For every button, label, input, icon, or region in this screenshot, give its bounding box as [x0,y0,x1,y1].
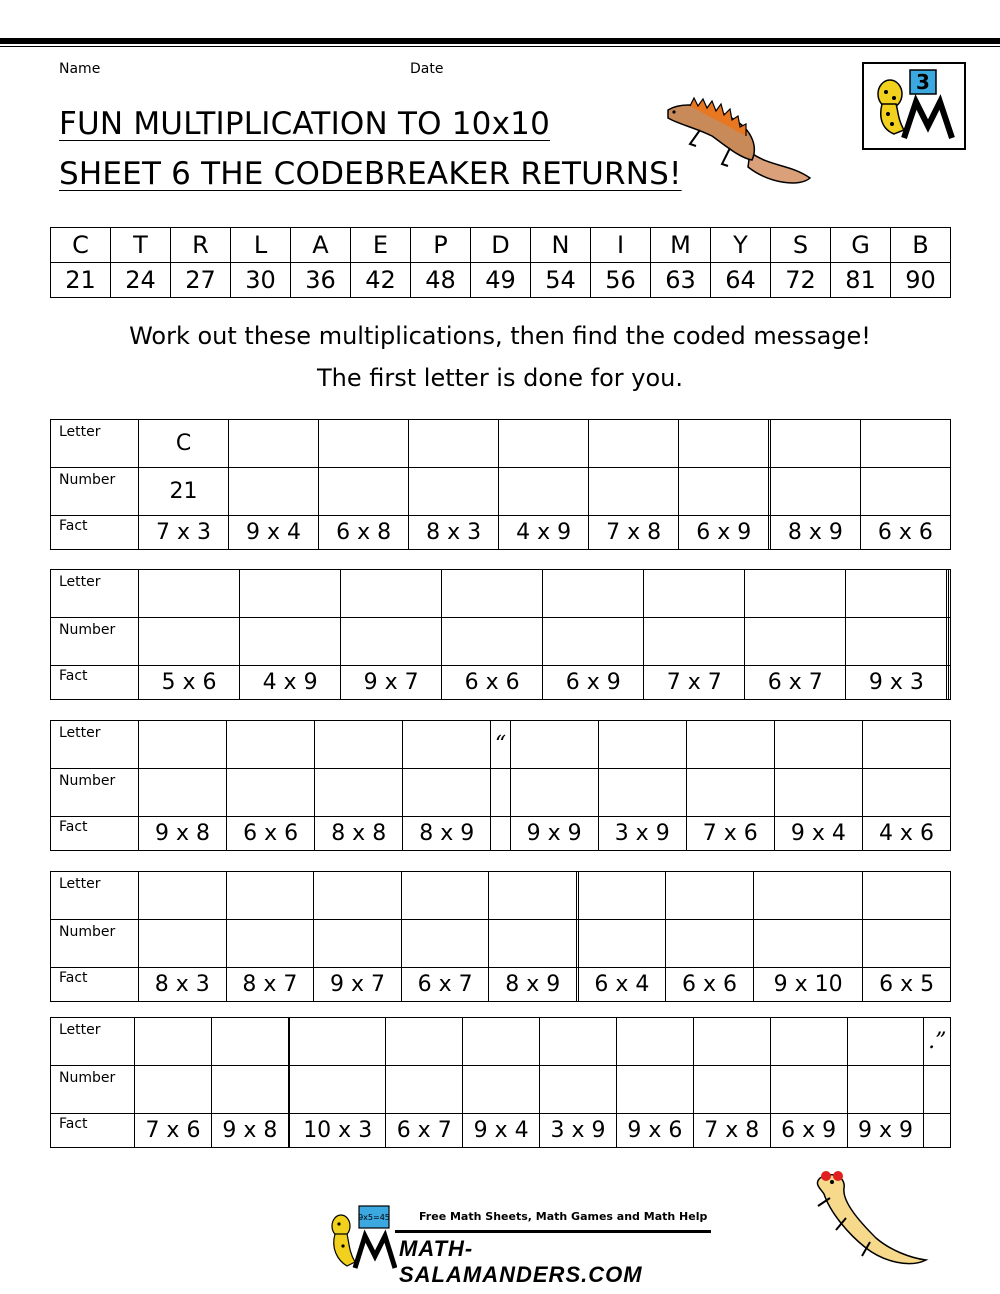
fact-cell [949,666,951,700]
letter-answer-cell[interactable] [489,872,577,920]
fact-cell: 7 x 6 [135,1114,212,1148]
letter-answer-cell[interactable] [341,570,442,618]
code-letter: L [231,228,291,263]
letter-answer-cell[interactable] [240,570,341,618]
letter-answer-cell[interactable] [679,420,769,468]
letter-answer-cell[interactable] [770,420,860,468]
worksheet-table-3 [50,720,951,851]
code-number: 56 [591,263,651,298]
fact-cell: 9 x 8 [139,817,227,851]
number-answer-cell[interactable] [860,468,950,516]
letter-answer-cell[interactable] [666,872,754,920]
fact-cell: 3 x 9 [598,817,686,851]
fact-cell: 6 x 6 [860,516,950,550]
number-answer-cell[interactable] [227,769,315,817]
letter-answer-cell[interactable] [403,721,491,769]
fact-cell [491,817,510,851]
fact-cell: 9 x 9 [510,817,598,851]
code-letter: B [891,228,951,263]
letter-row [51,721,951,769]
number-answer-cell[interactable] [774,769,862,817]
fact-row [51,968,951,1002]
footer-rule [395,1230,711,1233]
fact-cell: 9 x 4 [463,1114,540,1148]
title-line-2: SHEET 6 THE CODEBREAKER RETURNS! [59,156,682,192]
letter-answer-cell[interactable] [949,570,951,618]
letter-answer-cell[interactable] [693,1018,770,1066]
letter-answer-cell[interactable] [753,872,863,920]
number-answer-cell[interactable] [341,618,442,666]
number-answer-cell[interactable] [863,920,951,968]
fact-cell: 9 x 7 [314,968,402,1002]
letter-row-label: Letter [51,1018,135,1066]
number-answer-cell[interactable] [401,920,489,968]
fact-cell: 6 x 7 [401,968,489,1002]
letter-answer-cell[interactable] [598,721,686,769]
letter-answer-cell[interactable] [644,570,745,618]
number-answer-cell[interactable] [846,618,947,666]
letter-answer-cell[interactable] [589,420,679,468]
letter-answer-cell[interactable] [139,721,227,769]
number-answer-cell[interactable] [745,618,846,666]
letter-answer-cell[interactable] [745,570,846,618]
letter-row [51,420,951,468]
number-answer-cell[interactable] [229,468,319,516]
number-row-label: Number [51,618,139,666]
fact-cell: 6 x 9 [770,1114,847,1148]
number-row [51,769,951,817]
date-label: Date [410,61,444,77]
fact-cell: 8 x 7 [226,968,314,1002]
fact-cell: 6 x 6 [442,666,543,700]
number-answer-cell[interactable] [616,1066,693,1114]
letter-answer-cell[interactable] [226,872,314,920]
code-number: 48 [411,263,471,298]
code-letter: N [531,228,591,263]
code-letter: S [771,228,831,263]
top-rule [0,38,1000,44]
code-letter: D [471,228,531,263]
letter-answer-cell[interactable] [578,872,666,920]
salamander-illustration [800,1162,930,1272]
code-number: 36 [291,263,351,298]
close-quote-mark: .” [924,1018,951,1066]
open-quote-mark: “ [491,721,510,769]
number-answer-cell[interactable]: 21 [139,468,229,516]
number-answer-cell[interactable] [540,1066,617,1114]
svg-text:9x5=45: 9x5=45 [358,1213,390,1222]
fact-row-label: Fact [51,1114,135,1148]
fact-cell: 8 x 8 [315,817,403,851]
worksheet-table-4 [50,871,951,1002]
number-answer-cell[interactable] [319,468,409,516]
letter-row [51,1018,951,1066]
number-answer-cell[interactable] [949,618,951,666]
number-answer-cell[interactable] [226,920,314,968]
number-answer-cell[interactable] [139,618,240,666]
letter-answer-cell[interactable] [540,1018,617,1066]
fact-row-label: Fact [51,666,139,700]
letter-answer-cell[interactable] [227,721,315,769]
newt-illustration [660,92,820,194]
letter-answer-cell[interactable] [770,1018,847,1066]
number-answer-cell[interactable] [442,618,543,666]
fact-cell: 6 x 6 [227,817,315,851]
fact-row [51,817,951,851]
title-line-1: FUN MULTIPLICATION TO 10x10 [59,106,550,142]
letter-answer-cell[interactable] [229,420,319,468]
code-number: 21 [51,263,111,298]
code-letter: R [171,228,231,263]
letter-answer-cell[interactable] [862,721,950,769]
worksheet-table-5 [50,1017,951,1148]
code-key-table [50,227,951,298]
letter-answer-cell[interactable] [442,570,543,618]
code-key-numbers-row [51,263,951,298]
fact-row [51,516,951,550]
number-answer-cell[interactable] [847,1066,924,1114]
number-row-label: Number [51,920,139,968]
letter-answer-cell[interactable] [290,1018,386,1066]
number-answer-cell[interactable] [770,468,860,516]
number-answer-cell[interactable] [644,618,745,666]
instructions-line-2: The first letter is done for you. [317,364,683,392]
letter-answer-cell[interactable] [401,872,489,920]
number-answer-cell[interactable] [403,769,491,817]
fact-cell: 6 x 9 [679,516,769,550]
fact-cell [924,1114,951,1148]
code-number: 49 [471,263,531,298]
number-answer-cell[interactable] [543,618,644,666]
fact-cell: 3 x 9 [540,1114,617,1148]
number-answer-cell[interactable] [862,769,950,817]
worksheet-table-2 [50,569,951,700]
letter-answer-cell[interactable] [863,872,951,920]
letter-answer-cell[interactable] [616,1018,693,1066]
footer-logo [325,1204,715,1287]
number-answer-cell[interactable] [686,769,774,817]
instructions-line-1: Work out these multiplications, then find the coded message! [129,322,871,350]
code-key-letters-row [51,228,951,263]
code-number: 81 [831,263,891,298]
number-answer-cell[interactable] [409,468,499,516]
fact-row-label: Fact [51,516,139,550]
footer-salamander-icon [325,1204,397,1270]
letter-answer-cell[interactable] [319,420,409,468]
number-answer-cell[interactable] [491,769,510,817]
code-number: 90 [891,263,951,298]
number-answer-cell[interactable] [211,1066,288,1114]
number-row [51,1066,951,1114]
letter-answer-cell[interactable] [499,420,589,468]
letter-answer-cell[interactable] [315,721,403,769]
number-answer-cell[interactable] [139,769,227,817]
letter-row [51,872,951,920]
code-letter: G [831,228,891,263]
letter-answer-cell[interactable] [409,420,499,468]
fact-cell: 6 x 9 [543,666,644,700]
footer-tagline: Free Math Sheets, Math Games and Math Help [419,1210,708,1223]
fact-cell: 9 x 3 [846,666,947,700]
code-number: 63 [651,263,711,298]
letter-answer-cell[interactable] [846,570,947,618]
letter-row-label: Letter [51,872,139,920]
fact-cell: 9 x 6 [616,1114,693,1148]
code-number: 24 [111,263,171,298]
fact-cell: 7 x 7 [644,666,745,700]
letter-answer-cell[interactable] [543,570,644,618]
footer-site: MATH-SALAMANDERS.COM [399,1236,643,1287]
number-answer-cell[interactable] [240,618,341,666]
letter-answer-cell[interactable] [314,872,402,920]
number-row-label: Number [51,468,139,516]
fact-row-label: Fact [51,968,139,1002]
number-answer-cell[interactable] [510,769,598,817]
number-answer-cell[interactable] [693,1066,770,1114]
number-answer-cell[interactable] [578,920,666,968]
letter-answer-cell[interactable] [774,721,862,769]
fact-cell: 4 x 6 [862,817,950,851]
grade-logo [862,62,966,150]
number-answer-cell[interactable] [924,1066,951,1114]
fact-cell: 5 x 6 [139,666,240,700]
letter-answer-cell[interactable] [463,1018,540,1066]
letter-row-label: Letter [51,721,139,769]
code-letter: T [111,228,171,263]
code-letter: E [351,228,411,263]
fact-row [51,666,951,700]
number-answer-cell[interactable] [315,769,403,817]
code-number: 54 [531,263,591,298]
number-answer-cell[interactable] [290,1066,386,1114]
number-answer-cell[interactable] [753,920,863,968]
number-answer-cell[interactable] [314,920,402,968]
number-row [51,618,951,666]
number-row-label: Number [51,769,139,817]
code-letter: P [411,228,471,263]
code-number: 72 [771,263,831,298]
fact-cell: 8 x 3 [139,968,227,1002]
number-row [51,920,951,968]
name-label: Name [59,61,101,77]
fact-cell: 7 x 8 [589,516,679,550]
letter-row-label: Letter [51,420,139,468]
fact-cell: 10 x 3 [290,1114,386,1148]
number-answer-cell[interactable] [666,920,754,968]
fact-cell: 7 x 3 [139,516,229,550]
code-letter: C [51,228,111,263]
number-answer-cell[interactable] [679,468,769,516]
letter-answer-cell[interactable] [139,872,227,920]
code-number: 27 [171,263,231,298]
fact-cell: 4 x 9 [240,666,341,700]
fact-cell: 9 x 7 [341,666,442,700]
letter-answer-cell[interactable] [860,420,950,468]
top-rule-thin [0,46,1000,47]
letter-answer-cell[interactable] [211,1018,288,1066]
fact-cell: 9 x 4 [229,516,319,550]
fact-cell: 8 x 9 [770,516,860,550]
code-letter: Y [711,228,771,263]
fact-cell: 6 x 4 [578,968,666,1002]
code-number: 64 [711,263,771,298]
fact-cell: 6 x 6 [666,968,754,1002]
letter-answer-cell[interactable] [847,1018,924,1066]
fact-cell: 6 x 7 [745,666,846,700]
number-row-label: Number [51,1066,135,1114]
fact-cell: 8 x 9 [403,817,491,851]
fact-cell: 4 x 9 [499,516,589,550]
number-answer-cell[interactable] [139,920,227,968]
fact-cell: 6 x 8 [319,516,409,550]
number-answer-cell[interactable] [135,1066,212,1114]
letter-answer-cell[interactable] [386,1018,463,1066]
number-answer-cell[interactable] [770,1066,847,1114]
fact-cell: 8 x 9 [489,968,577,1002]
letter-row [51,570,951,618]
code-letter: M [651,228,711,263]
letter-answer-cell[interactable] [139,570,240,618]
fact-cell: 6 x 7 [386,1114,463,1148]
number-answer-cell[interactable] [463,1066,540,1114]
number-answer-cell[interactable] [386,1066,463,1114]
worksheet-table-1 [50,419,951,550]
fact-cell: 6 x 5 [863,968,951,1002]
code-letter: I [591,228,651,263]
code-letter: A [291,228,351,263]
fact-cell: 9 x 9 [847,1114,924,1148]
fact-cell: 8 x 3 [409,516,499,550]
letter-answer-cell[interactable] [510,721,598,769]
code-number: 30 [231,263,291,298]
fact-cell: 9 x 10 [753,968,863,1002]
letter-answer-cell[interactable]: C [139,420,229,468]
svg-text:3: 3 [916,70,930,94]
letter-answer-cell[interactable] [686,721,774,769]
letter-answer-cell[interactable] [135,1018,212,1066]
number-row [51,468,951,516]
fact-cell: 9 x 8 [211,1114,288,1148]
fact-cell: 7 x 8 [693,1114,770,1148]
fact-row [51,1114,951,1148]
fact-cell: 7 x 6 [686,817,774,851]
number-answer-cell[interactable] [489,920,577,968]
number-answer-cell[interactable] [499,468,589,516]
number-answer-cell[interactable] [598,769,686,817]
number-answer-cell[interactable] [589,468,679,516]
code-number: 42 [351,263,411,298]
fact-row-label: Fact [51,817,139,851]
letter-row-label: Letter [51,570,139,618]
salamander-logo-icon [864,64,964,148]
fact-cell: 9 x 4 [774,817,862,851]
